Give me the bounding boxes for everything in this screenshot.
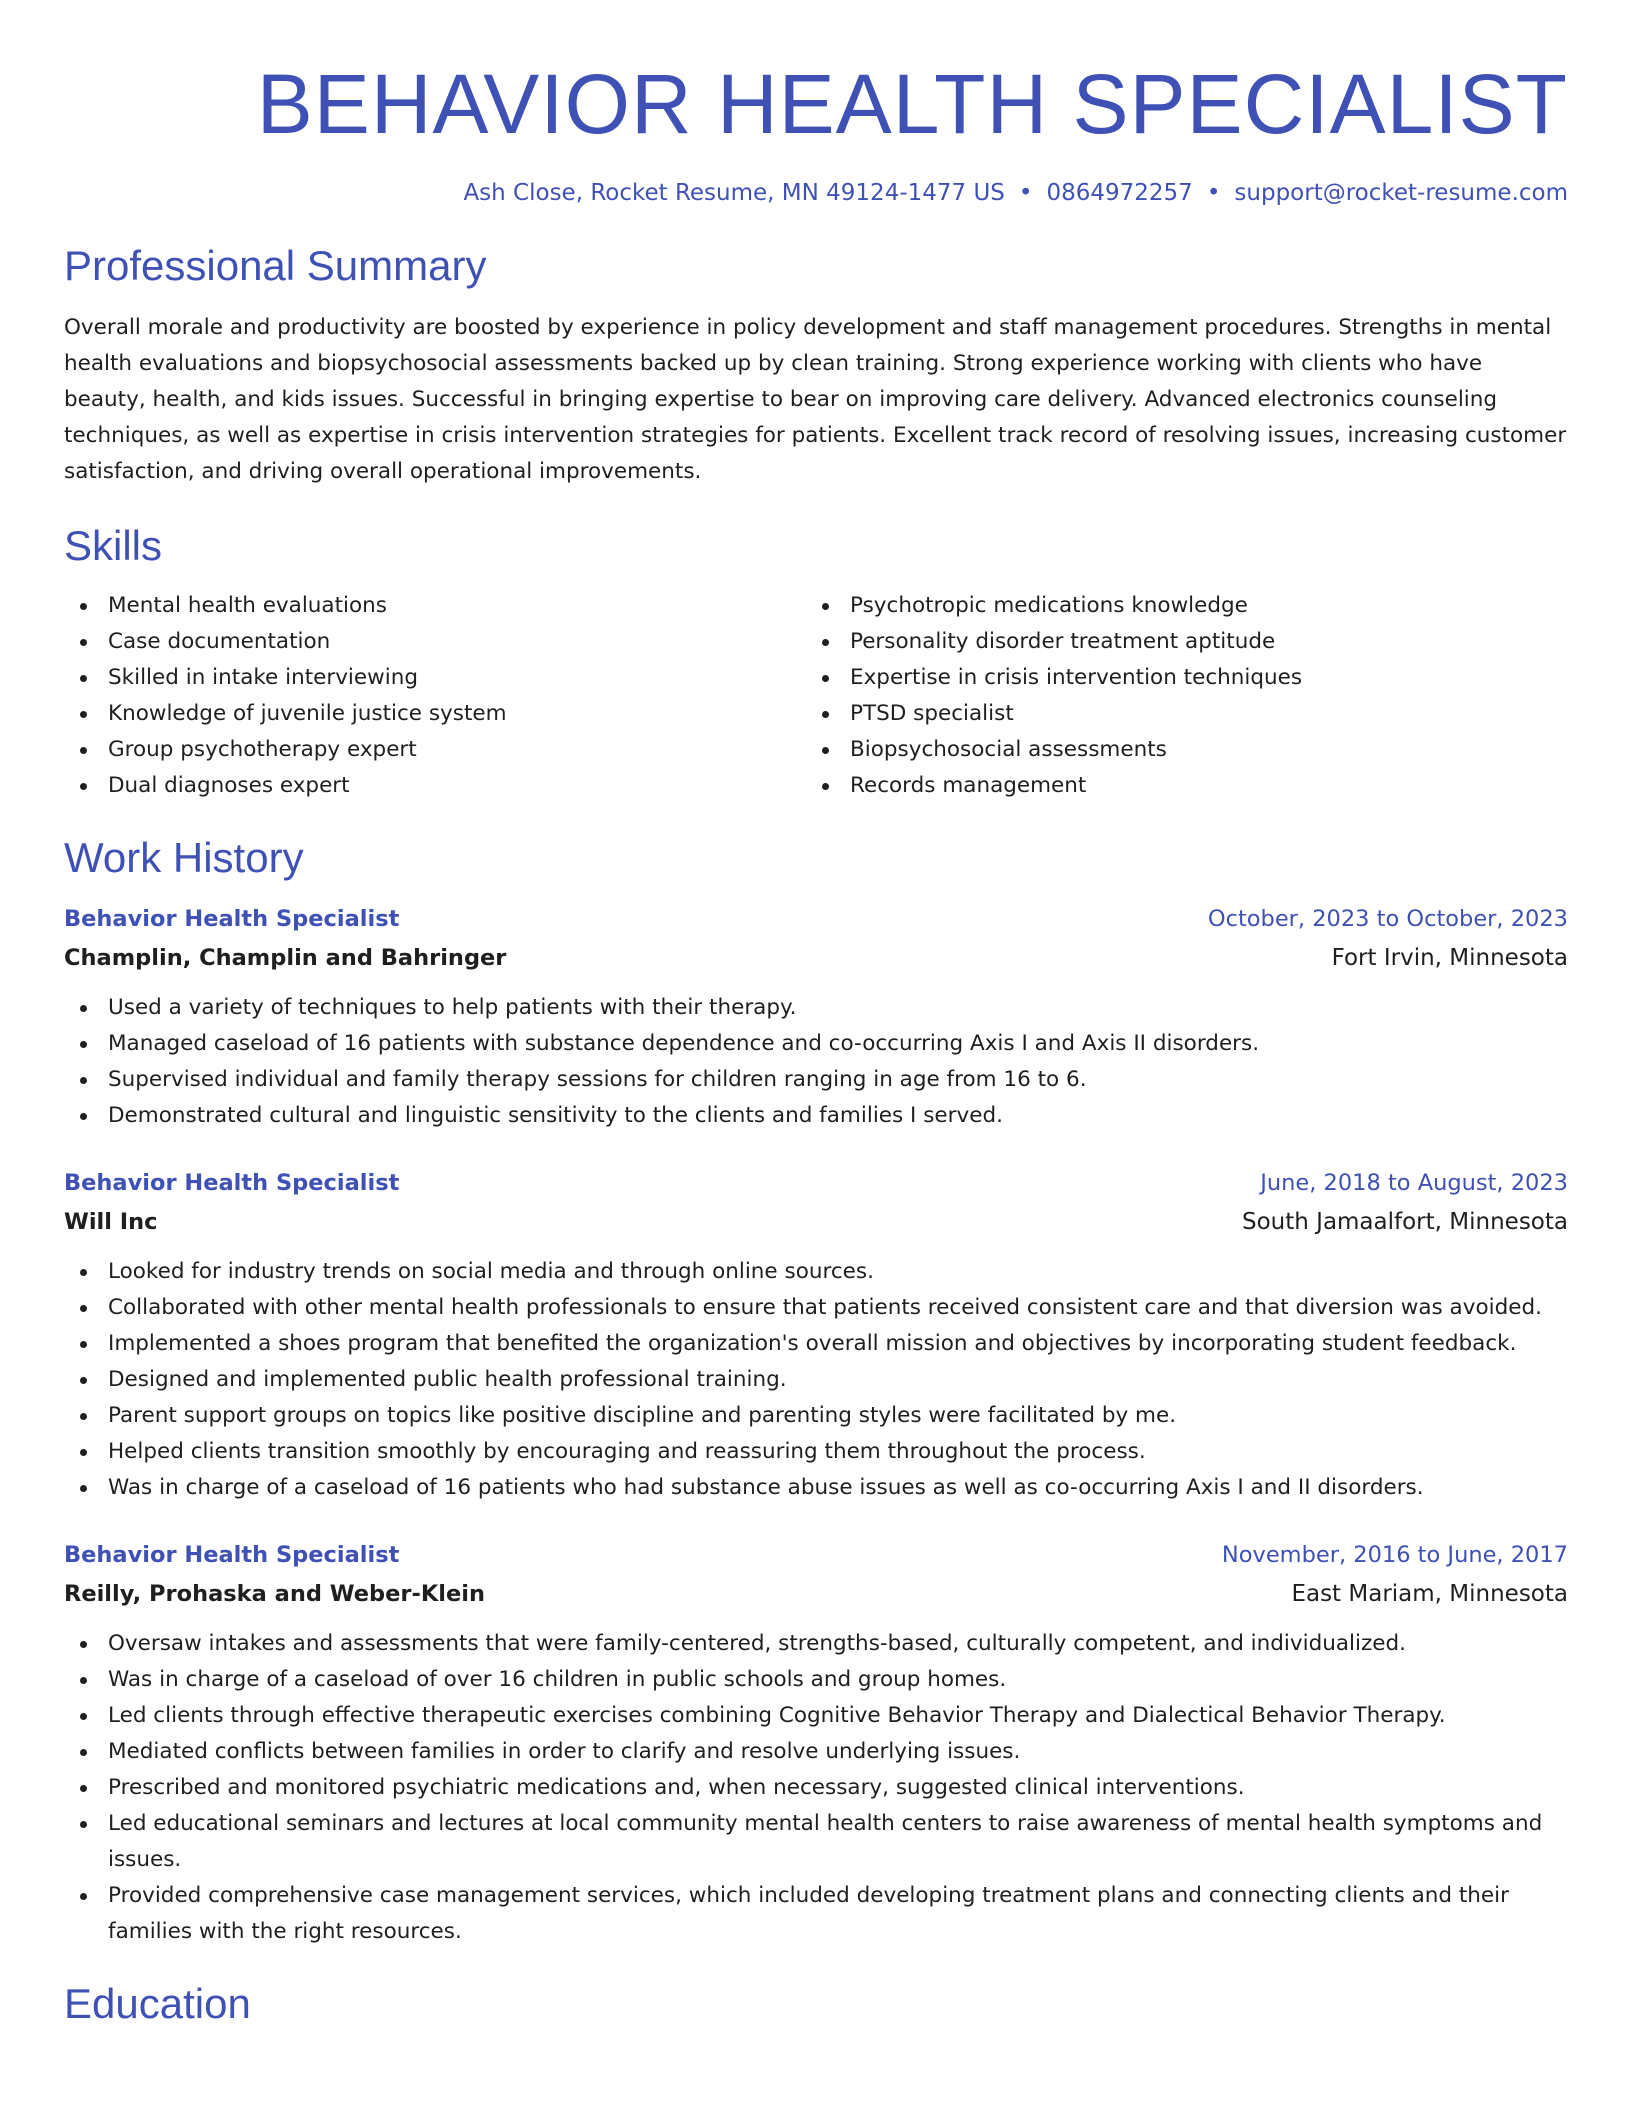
skill-item	[806, 624, 1548, 660]
skill-text: Expertise in crisis intervention techniques	[850, 665, 1303, 690]
contact-address: Ash Close, Rocket Resume, MN 49124-1477 US	[463, 180, 1005, 206]
job-bullet	[64, 1806, 1568, 1878]
job-company: Reilly, Prohaska and Weber-Klein	[64, 1581, 485, 1607]
job-bullet	[64, 1698, 1568, 1734]
job-title: Behavior Health Specialist	[64, 1170, 400, 1196]
job-bullet-text: Supervised individual and family therapy sessions for children ranging in age from 16 to 6.	[108, 1067, 1087, 1092]
job-bullet-text: Prescribed and monitored psychiatric medications and, when necessary, suggested clinical interventions.	[108, 1775, 1245, 1800]
job-bullet	[64, 1662, 1568, 1698]
job-bullet	[64, 1254, 1568, 1290]
education-heading: Education	[64, 1980, 251, 2027]
job-bullet	[64, 1326, 1568, 1362]
bullet-dot	[80, 1305, 87, 1312]
job-dates: June, 2018 to August, 2023	[1260, 1170, 1568, 1196]
skill-item	[806, 588, 1548, 624]
bullet-dot	[822, 639, 829, 646]
job-header-row	[64, 1536, 1568, 1574]
job-company: Champlin, Champlin and Bahringer	[64, 945, 507, 971]
skill-item	[64, 768, 806, 804]
job-bullet	[64, 1626, 1568, 1662]
skill-item	[806, 696, 1548, 732]
job-bullet-text: Collaborated with other mental health professionals to ensure that patients received consistent care and that diversion was avoided.	[108, 1295, 1542, 1320]
job-bullet-text: Managed caseload of 16 patients with substance dependence and co-occurring Axis I and Axis II disorders.	[108, 1031, 1260, 1056]
skill-item	[64, 696, 806, 732]
summary-heading: Professional Summary	[64, 242, 487, 289]
work-history-heading: Work History	[64, 834, 304, 881]
contact-phone: 0864972257	[1046, 180, 1193, 206]
bullet-dot	[822, 711, 829, 718]
job-bullet	[64, 1434, 1568, 1470]
job-company: Will Inc	[64, 1209, 158, 1235]
bullet-dot	[80, 711, 87, 718]
bullet-dot	[822, 747, 829, 754]
skill-text: Biopsychosocial assessments	[850, 737, 1167, 762]
skill-text: Group psychotherapy expert	[108, 737, 417, 762]
bullet-dot	[80, 1005, 87, 1012]
bullet-dot	[822, 783, 829, 790]
job-bullet-text: Designed and implemented public health professional training.	[108, 1367, 787, 1392]
bullet-dot	[80, 1485, 87, 1492]
job-bullet	[64, 1878, 1568, 1950]
bullet-dot	[80, 1413, 87, 1420]
job-bullet	[64, 1062, 1568, 1098]
skills-heading: Skills	[64, 522, 163, 569]
skill-text: Psychotropic medications knowledge	[850, 593, 1248, 618]
job-bullet-text: Helped clients transition smoothly by encouraging and reassuring them throughout the process.	[108, 1439, 1146, 1464]
bullet-dot	[80, 747, 87, 754]
job-bullet-text: Provided comprehensive case management services, which included developing treatment plans and connecting clients and their families with the right resources.	[108, 1883, 1509, 1944]
job-bullets	[64, 1626, 1568, 1950]
skill-item	[64, 588, 806, 624]
job-company-row	[64, 1574, 1568, 1614]
bullet-dot	[80, 1077, 87, 1084]
bullet-dot	[80, 1749, 87, 1756]
job-title: Behavior Health Specialist	[64, 1542, 400, 1568]
skill-text: Mental health evaluations	[108, 593, 387, 618]
bullet-dot	[80, 1677, 87, 1684]
bullet-dot	[80, 639, 87, 646]
job-bullet	[64, 1026, 1568, 1062]
skill-text: Records management	[850, 773, 1087, 798]
job-bullet-text: Looked for industry trends on social media and through online sources.	[108, 1259, 874, 1284]
job-bullet	[64, 1290, 1568, 1326]
job-company-row	[64, 1202, 1568, 1242]
skill-text: Dual diagnoses expert	[108, 773, 350, 798]
bullet-dot	[80, 1269, 87, 1276]
job-bullet	[64, 1734, 1568, 1770]
bullet-dot	[80, 1821, 87, 1828]
skill-item	[64, 624, 806, 660]
job-bullet	[64, 1362, 1568, 1398]
job-bullet-text: Oversaw intakes and assessments that were family-centered, strengths-based, culturally competent, and individualized.	[108, 1631, 1406, 1656]
job-dates: November, 2016 to June, 2017	[1221, 1542, 1568, 1568]
job-header-row	[64, 900, 1568, 938]
bullet-dot	[80, 1785, 87, 1792]
bullet-dot	[80, 1041, 87, 1048]
resume-page	[64, 0, 1568, 2032]
job-bullet-text: Was in charge of a caseload of over 16 children in public schools and group homes.	[108, 1667, 1007, 1692]
job-company-row	[64, 938, 1568, 978]
skills-column-left	[64, 588, 806, 804]
job-location: Fort Irvin, Minnesota	[1331, 945, 1568, 971]
skill-text: Personality disorder treatment aptitude	[850, 629, 1276, 654]
summary-text: Overall morale and productivity are boosted by experience in policy development and staff management procedures. Strengths in mental health evaluations and biopsychosocial assessments backed up by clean training. Strong experience working with clients who have beauty, health, and kids issues. Successful in bringing expertise to bear on improving care delivery. Advanced electronics counseling techniques, as well as expertise in crisis intervention strategies for patients. Excellent track record of resolving issues, increasing customer satisfaction, and driving overall operational improvements.	[64, 315, 1567, 484]
job-dates: October, 2023 to October, 2023	[1207, 906, 1568, 932]
job-entry	[64, 1164, 1568, 1506]
bullet-dot	[822, 675, 829, 682]
bullet-dot	[80, 1641, 87, 1648]
contact-separator: •	[1018, 180, 1033, 206]
job-bullet	[64, 1770, 1568, 1806]
skill-item	[806, 660, 1548, 696]
job-bullet	[64, 990, 1568, 1026]
skill-item	[64, 660, 806, 696]
job-bullet	[64, 1098, 1568, 1134]
skill-text: Skilled in intake interviewing	[108, 665, 418, 690]
skill-text: Knowledge of juvenile justice system	[108, 701, 507, 726]
skill-text: Case documentation	[108, 629, 331, 654]
contact-separator: •	[1206, 180, 1221, 206]
job-title: Behavior Health Specialist	[64, 906, 400, 932]
skills-column-right	[806, 588, 1548, 804]
bullet-dot	[80, 1893, 87, 1900]
job-bullets	[64, 990, 1568, 1134]
job-location: East Mariam, Minnesota	[1291, 1581, 1568, 1607]
job-entry	[64, 900, 1568, 1134]
bullet-dot	[80, 783, 87, 790]
skill-item	[64, 732, 806, 768]
skill-item	[806, 732, 1548, 768]
skills-list	[64, 588, 1568, 804]
job-location: South Jamaalfort, Minnesota	[1242, 1209, 1568, 1235]
bullet-dot	[80, 1377, 87, 1384]
contact-email: support@rocket-resume.com	[1234, 180, 1568, 206]
bullet-dot	[80, 1341, 87, 1348]
bullet-dot	[822, 603, 829, 610]
job-bullet-text: Led clients through effective therapeutic exercises combining Cognitive Behavior Therapy and Dialectical Behavior Therapy.	[108, 1703, 1446, 1728]
job-entry	[64, 1536, 1568, 1950]
job-bullet-text: Implemented a shoes program that benefited the organization's overall mission and objectives by incorporating student feedback.	[108, 1331, 1517, 1356]
skill-text: PTSD specialist	[850, 701, 1014, 726]
job-header-row	[64, 1164, 1568, 1202]
bullet-dot	[80, 1713, 87, 1720]
resume-title: BEHAVIOR HEALTH SPECIALIST	[256, 57, 1568, 151]
job-bullet-text: Was in charge of a caseload of 16 patients who had substance abuse issues as well as co-occurring Axis I and II disorders.	[108, 1475, 1424, 1500]
job-bullet-text: Demonstrated cultural and linguistic sensitivity to the clients and families I served.	[108, 1103, 1003, 1128]
job-bullets	[64, 1254, 1568, 1506]
job-bullet	[64, 1398, 1568, 1434]
bullet-dot	[80, 1449, 87, 1456]
job-bullet-text: Mediated conflicts between families in order to clarify and resolve underlying issues.	[108, 1739, 1021, 1764]
job-bullet-text: Parent support groups on topics like positive discipline and parenting styles were facilitated by me.	[108, 1403, 1177, 1428]
job-bullet-text: Used a variety of techniques to help patients with their therapy.	[108, 995, 797, 1020]
bullet-dot	[80, 603, 87, 610]
job-bullet	[64, 1470, 1568, 1506]
bullet-dot	[80, 675, 87, 682]
bullet-dot	[80, 1113, 87, 1120]
contact-line	[64, 176, 1568, 210]
job-bullet-text: Led educational seminars and lectures at local community mental health centers to raise awareness of mental health symptoms and issues.	[108, 1811, 1543, 1872]
skill-item	[806, 768, 1548, 804]
